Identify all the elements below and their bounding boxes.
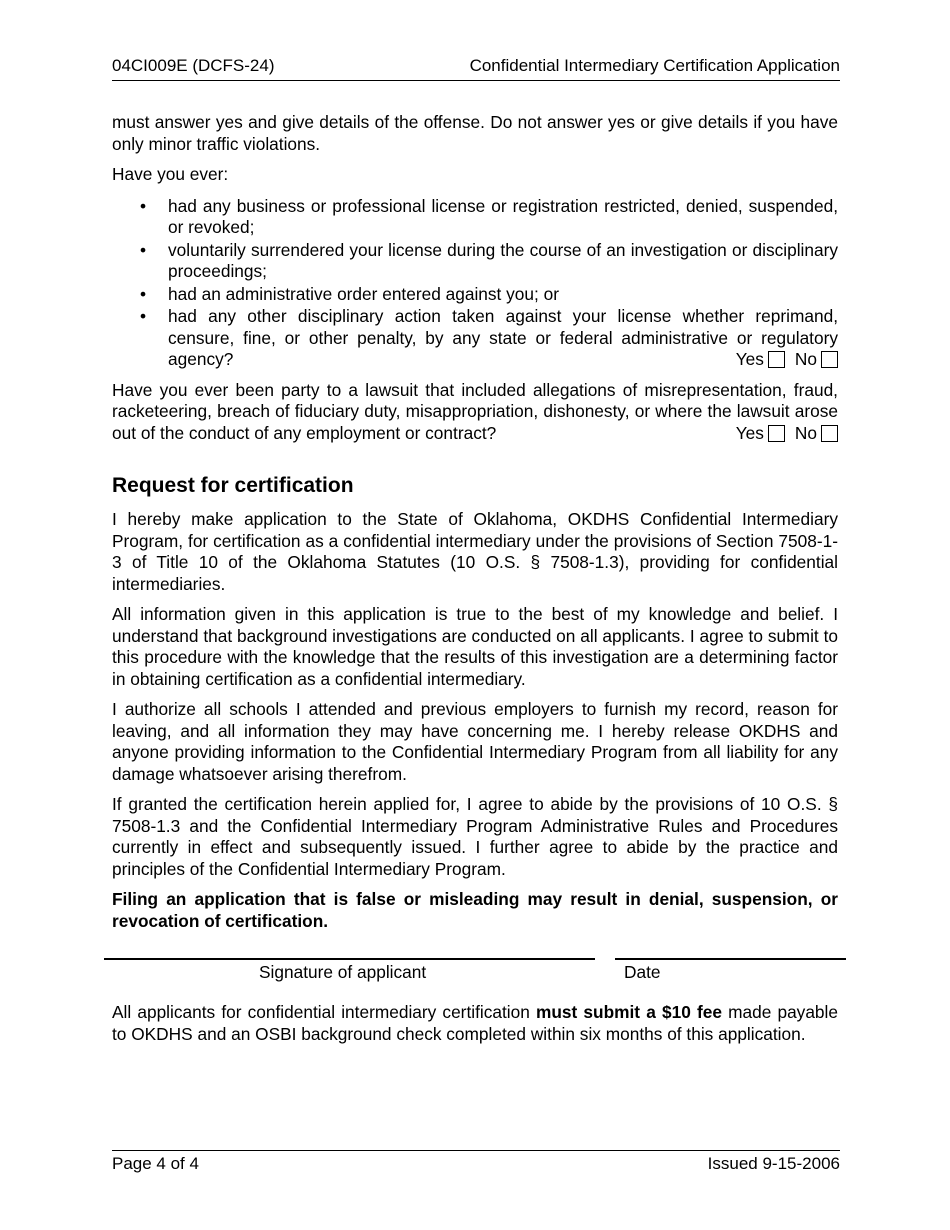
yes-label: Yes [735, 422, 764, 443]
yes-label: Yes [735, 349, 764, 369]
request-heading: Request for certification [112, 474, 354, 497]
lawsuit-yes-checkbox[interactable] [768, 425, 785, 442]
form-id: 04CI009E (DCFS-24) [112, 56, 275, 75]
offense-continuation: must answer yes and give details of the offense. Do not answer yes or give details if you have only minor traffic violations. [112, 112, 838, 154]
lawsuit-no-checkbox[interactable] [821, 425, 838, 442]
form-title: Confidential Intermediary Certification Application [469, 56, 840, 75]
no-label: No [794, 422, 817, 443]
have-you-ever-label: Have you ever: [112, 164, 229, 184]
list-item [112, 306, 838, 371]
request-paragraph: I authorize all schools I attended and previous employers to furnish my record, reason for leaving, and all information they may have concerning me. I hereby release OKDHS and anyone providing information to the Confidential Intermediary Program from all liability for any damage whatsoever arising therefrom. [112, 699, 838, 784]
fee-text-before: All applicants for confidential intermediary certification [112, 1002, 536, 1022]
signature-label: Signature of applicant [259, 962, 427, 982]
request-paragraph: All information given in this application is true to the best of my knowledge and belief. I understand that background investigations are conducted on all applicants. I agree to submit to this procedure with the knowledge that the results of this investigation are a determining factor in obtaining certification as a confidential intermediary. [112, 604, 838, 689]
no-label: No [794, 349, 817, 369]
main-content [112, 112, 838, 941]
lawsuit-question-text: Have you ever been party to a lawsuit that included allegations of misrepresentation, fraud, racketeering, breach of fiduciary duty, misappropriation, dishonesty, or where the lawsuit arose out of the conduct of any employment or contract? [112, 379, 838, 443]
list-item: • had any business or professional license or registration restricted, denied, suspended, or revoked; [112, 196, 838, 239]
fee-notice [112, 1002, 838, 1045]
signature-area [104, 958, 846, 988]
false-application-warning: Filing an application that is false or misleading may result in denial, suspension, or revocation of certification. [112, 889, 838, 931]
license-question-list [112, 196, 838, 371]
list-item: • voluntarily surrendered your license during the course of an investigation or disciplinary proceedings; [112, 240, 838, 283]
issued-date: Issued 9-15-2006 [707, 1154, 840, 1173]
date-label: Date [624, 962, 661, 982]
license-question-text: had any other disciplinary action taken against your license whether reprimand, censure, fine, or other penalty, by any state or federal administrative or regulatory agency? [168, 306, 838, 369]
page-number: Page 4 of 4 [112, 1154, 199, 1173]
date-line[interactable] [615, 958, 846, 960]
signature-line[interactable] [104, 958, 595, 960]
license-yes-no [736, 349, 838, 371]
request-paragraph: If granted the certification herein applied for, I agree to abide by the provisions of 10 O.S. § 7508-1.3 and the Confidential Intermediary Program Administrative Rules and Procedures currently in effect and subsequently issued. I further agree to abide by the practice and principles of the Confidential Intermediary Program. [112, 794, 838, 879]
page-footer [112, 1150, 840, 1173]
license-no-checkbox[interactable] [821, 351, 838, 368]
page-header [112, 56, 840, 81]
license-yes-checkbox[interactable] [768, 351, 785, 368]
fee-text-after: made payable to OKDHS and an OSBI background check completed within six months of this application. [112, 1002, 838, 1044]
lawsuit-yes-no [736, 423, 838, 445]
fee-emphasis: must submit a $10 fee [535, 1002, 722, 1022]
request-paragraph: I hereby make application to the State of Oklahoma, OKDHS Confidential Intermediary Program, for certification as a confidential intermediary under the provisions of Section 7508-1-3 of Title 10 of the Oklahoma Statutes (10 O.S. § 7508-1.3), providing for confidential intermediaries. [112, 509, 838, 594]
list-item: • had an administrative order entered against you; or [112, 284, 838, 306]
lawsuit-question [112, 380, 838, 445]
